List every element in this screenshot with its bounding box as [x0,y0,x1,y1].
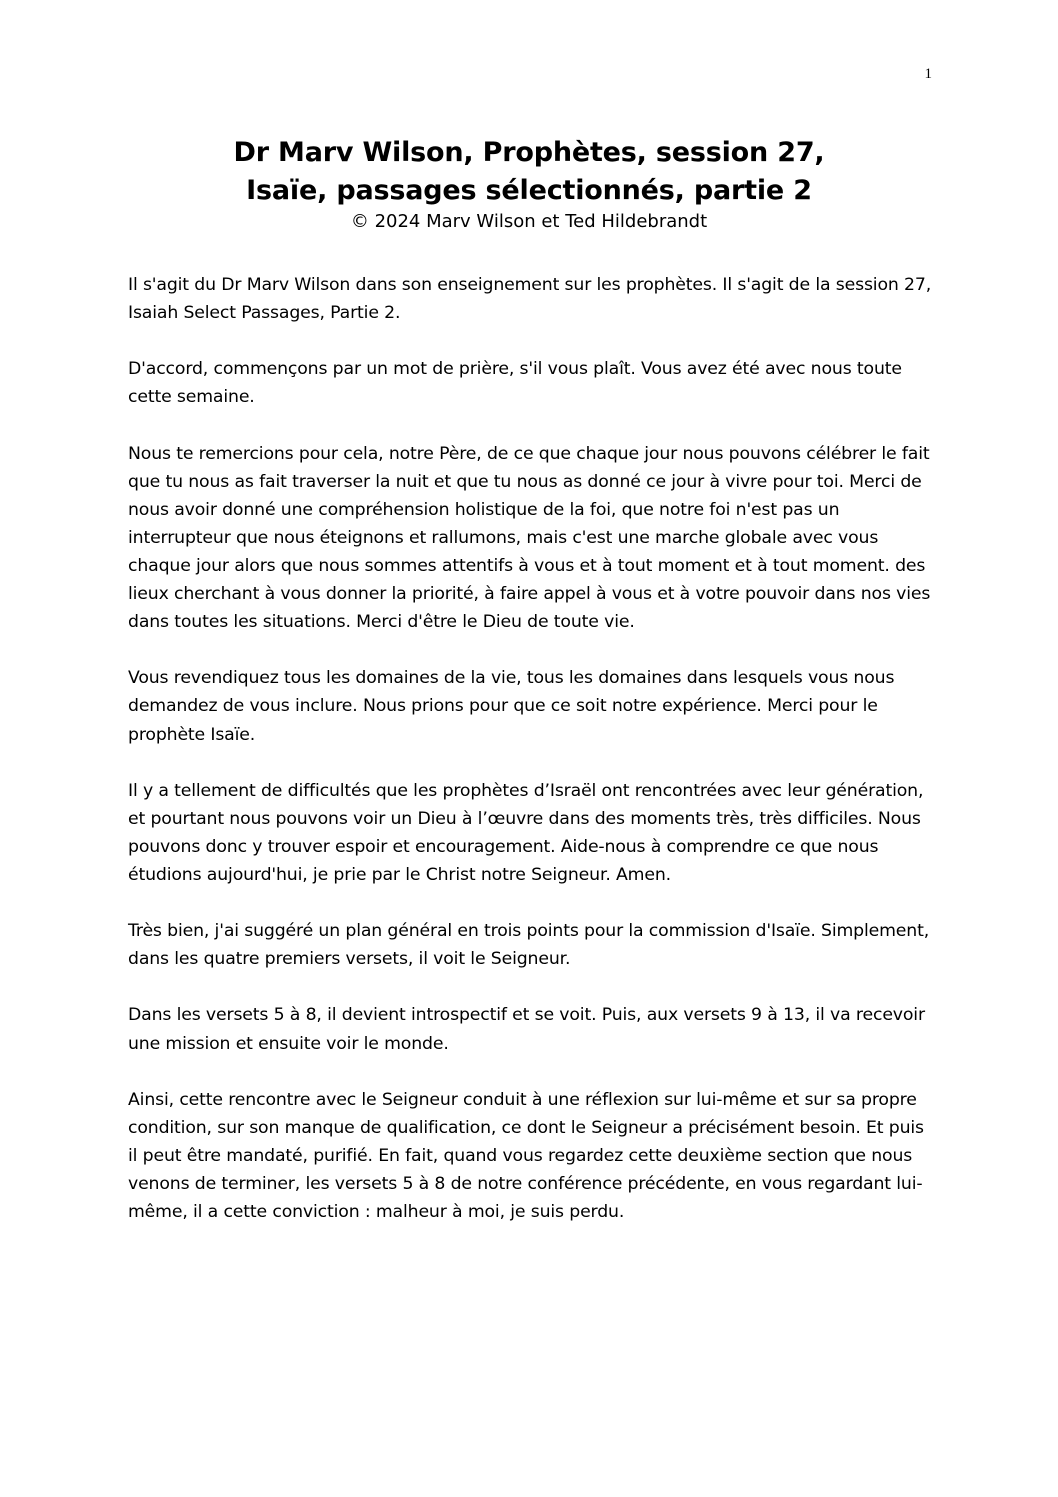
paragraph-reflection: Ainsi, cette rencontre avec le Seigneur conduit à une réflexion sur lui-même et sur sa propre condition, sur son manque de qualification, ce dont le Seigneur a précisément besoin. Et puis il peut être mandaté, purifié. En fait, quand vous regardez cette deuxième section que nous venons de terminer, les versets 5 à 8 de notre conférence précédente, en vous regardant lui-même, il a cette conviction : malheur à moi, je suis perdu. [128,1089,924,1223]
copyright-notice: © 2024 Marv Wilson et Ted Hildebrandt [350,211,708,232]
paragraph-prayer-start: D'accord, commençons par un mot de prière, s'il vous plaît. Vous avez été avec nous toute cette semaine. [128,359,902,408]
paragraph-prayer-thanks: Nous te remercions pour cela, notre Père, de ce que chaque jour nous pouvons célébrer le fait que tu nous as fait traverser la nuit et que tu nous as donné ce jour à vivre pour toi. Merci de nous avoir donné une compréhension holistique de la foi, que notre foi n'est pas un interrupteur que nous éteignons et rallumons, mais c'est une marche globale avec vous chaque jour alors que nous sommes attentifs à vous et à tout moment et à tout moment. des lieux cherchant à vous donner la priorité, à faire appel à vous et à votre pouvoir dans nos vies dans toutes les situations. Merci d'être le Dieu de toute vie. [128,443,931,633]
title-block [0,134,1058,234]
document-body [128,271,938,1254]
paragraph-verses: Dans les versets 5 à 8, il devient introspectif et se voit. Puis, aux versets 9 à 13, il va recevoir une mission et ensuite voir le monde. [128,1005,925,1054]
paragraph-prayer-domains: Vous revendiquez tous les domaines de la vie, tous les domaines dans lesquels vous nous demandez de vous inclure. Nous prions pour que ce soit notre expérience. Merci pour le prophète Isaïe. [128,668,895,745]
paragraph-outline: Très bien, j'ai suggéré un plan général en trois points pour la commission d'Isaïe. Simplement, dans les quatre premiers versets, il voit le Seigneur. [128,921,930,970]
paragraph-prayer-difficulties: Il y a tellement de difficultés que les prophètes d’Israël ont rencontrées avec leur génération, et pourtant nous pouvons voir un Dieu à l’œuvre dans des moments très, très difficiles. Nous pouvons donc y trouver espoir et encouragement. Aide-nous à comprendre ce que nous étudions aujourd'hui, je prie par le Christ notre Seigneur. Amen. [128,780,924,885]
title-line-2: Isaïe, passages sélectionnés, partie 2 [246,175,812,206]
title-line-1: Dr Marv Wilson, Prophètes, session 27, [233,137,825,168]
page-number: 1 [924,66,932,82]
paragraph-intro: Il s'agit du Dr Marv Wilson dans son enseignement sur les prophètes. Il s'agit de la session 27, Isaiah Select Passages, Partie 2. [128,275,932,324]
